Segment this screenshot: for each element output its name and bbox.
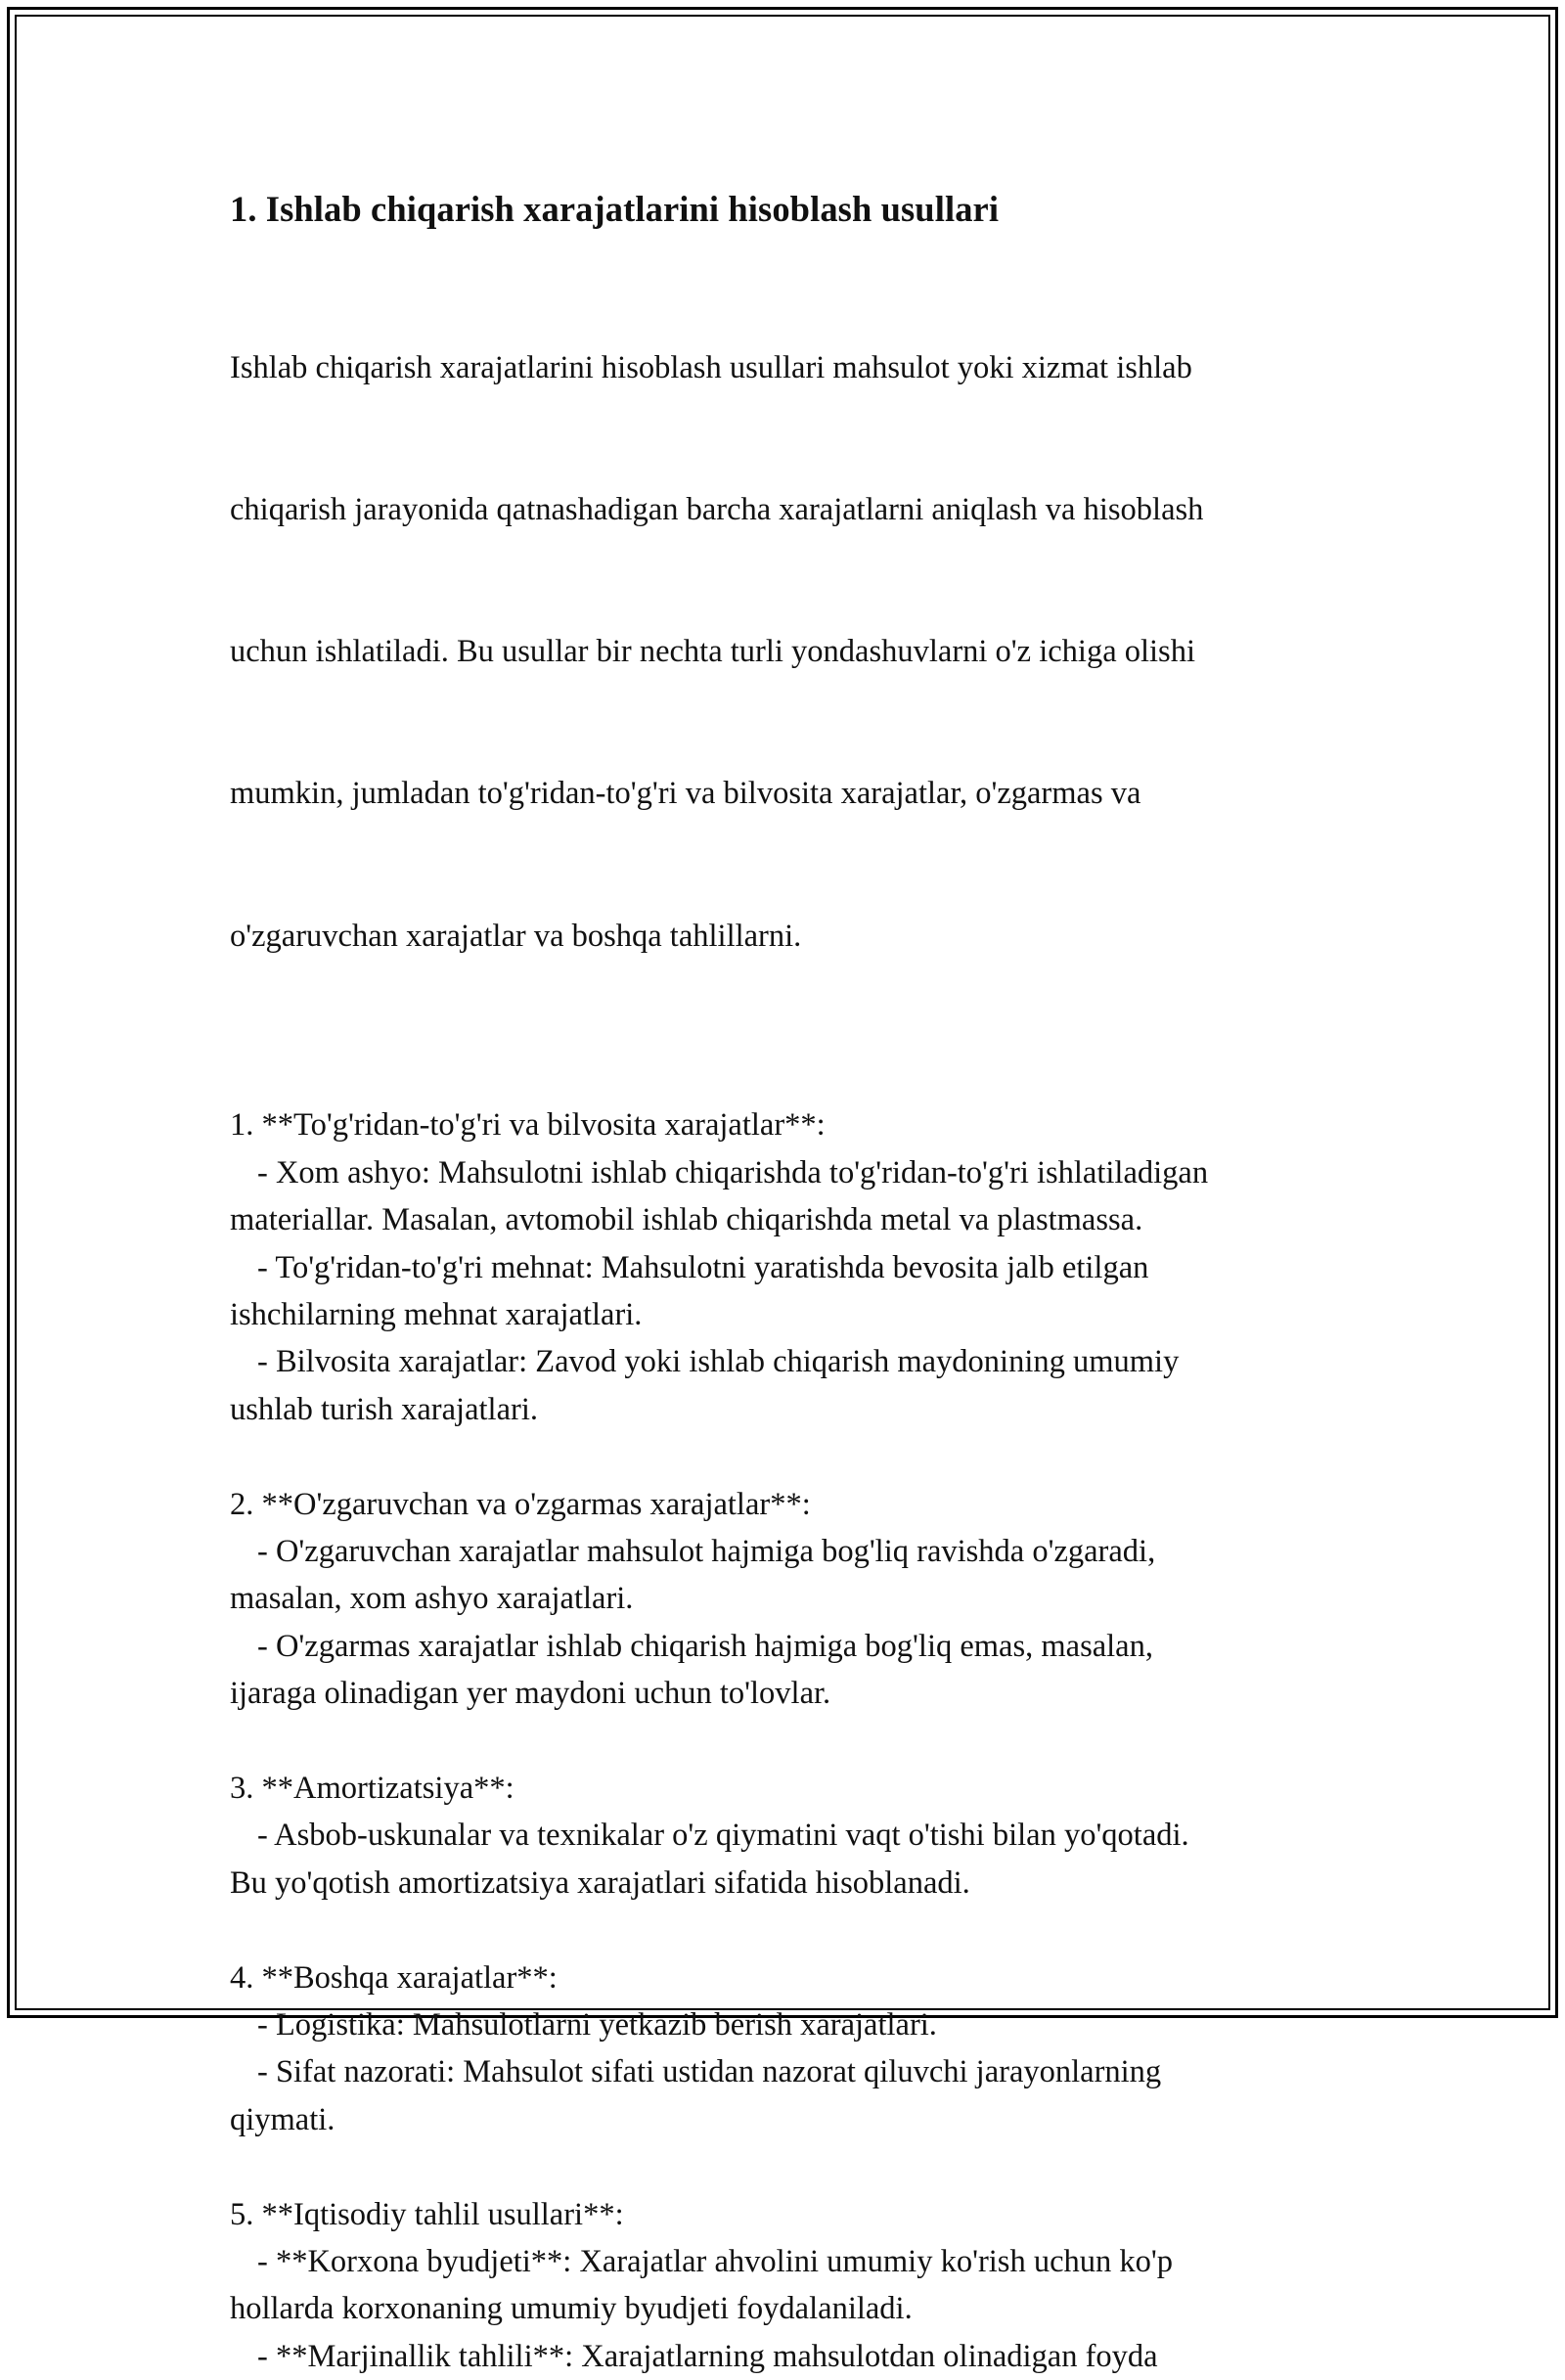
list-item-line: Bu yo'qotish amortizatsiya xarajatlari sifatida hisoblanadi. [230,1864,970,1901]
list-item-line: - **Korxona byudjeti**: Xarajatlar ahvolini umumiy ko'rish uchun ko'p [257,2243,1173,2279]
section-2 [230,1481,1355,1718]
list-item-line: masalan, xom ashyo xarajatlari. [230,1581,634,1617]
document-body [230,181,1355,2380]
list-item-line: - Asbob-uskunalar va texnikalar o'z qiymatini vaqt o'tishi bilan yo'qotadi. [257,1818,1189,1854]
list-item-line: qiymati. [230,2101,335,2137]
list-item-line: - Bilvosita xarajatlar: Zavod yoki ishlab chiqarish maydonining umumiy [257,1344,1180,1380]
section-5 [230,2191,1355,2380]
list-item-line: - **Marjinallik tahlili**: Xarajatlarning mahsulotdan olinadigan foyda [257,2338,1158,2374]
intro-line-5: o'zgaruvchan xarajatlar va boshqa tahlillarni. [230,918,802,954]
list-item-line: ijaraga olinadigan yer maydoni uchun to'lovlar. [230,1676,831,1712]
list-item-line: - Sifat nazorati: Mahsulot sifati ustidan nazorat qiluvchi jarayonlarning [257,2054,1162,2090]
list-item-line: - O'zgaruvchan xarajatlar mahsulot hajmiga bog'liq ravishda o'zgaradi, [257,1533,1156,1569]
section-4 [230,1954,1355,2144]
list-item-line: - O'zgarmas xarajatlar ishlab chiqarish hajmiga bog'liq emas, masalan, [257,1628,1153,1664]
page-title: 1. Ishlab chiqarish xarajatlarini hisoblash usullari [230,189,1000,229]
list-item-line: ishchilarning mehnat xarajatlari. [230,1296,643,1332]
section-title: 3. **Amortizatsiya**: [230,1770,514,1806]
section-title: 2. **O'zgaruvchan va o'zgarmas xarajatlar**: [230,1486,811,1522]
list-item-line: - Xom ashyo: Mahsulotni ishlab chiqarishda to'g'ridan-to'g'ri ishlatiladigan [257,1154,1209,1190]
list-item-line: - Logistika: Mahsulotlarni yetkazib berish xarajatlari. [257,2006,937,2043]
section-title: 5. **Iqtisodiy tahlil usullari**: [230,2196,624,2232]
sections-list [230,1101,1355,2380]
list-item-line: hollarda korxonaning umumiy byudjeti foydalaniladi. [230,2291,913,2327]
intro-line-1: Ishlab chiqarish xarajatlarini hisoblash usullari mahsulot yoki xizmat ishlab [230,349,1192,385]
section-3 [230,1765,1355,1907]
intro-line-3: uchun ishlatiladi. Bu usullar bir nechta turli yondashuvlarni o'z ichiga olishi [230,634,1195,670]
section-1 [230,1101,1355,1433]
list-item-line: materiallar. Masalan, avtomobil ishlab chiqarishda metal va plastmassa. [230,1202,1143,1238]
intro-paragraph [230,249,1355,1055]
section-title: 1. **To'g'ridan-to'g'ri va bilvosita xarajatlar**: [230,1107,826,1144]
intro-line-4: mumkin, jumladan to'g'ridan-to'g'ri va bilvosita xarajatlar, o'zgarmas va [230,776,1141,812]
section-title: 4. **Boshqa xarajatlar**: [230,1959,558,1996]
intro-line-2: chiqarish jarayonida qatnashadigan barcha xarajatlarni aniqlash va hisoblash [230,492,1204,528]
list-item-line: - To'g'ridan-to'g'ri mehnat: Mahsulotni yaratishda bevosita jalb etilgan [257,1249,1149,1285]
list-item-line: ushlab turish xarajatlari. [230,1391,538,1427]
